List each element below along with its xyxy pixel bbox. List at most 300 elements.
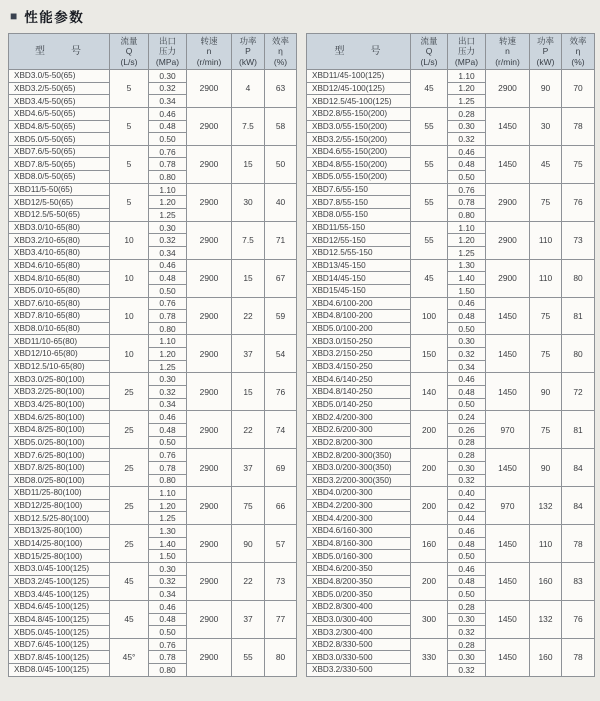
- model-cell: XBD4.8/45-100(125): [9, 613, 110, 626]
- speed-cell: 1450: [486, 335, 530, 373]
- model-cell: XBD14/45-150: [307, 272, 411, 285]
- efficiency-cell: 69: [265, 449, 297, 487]
- table-row: [307, 70, 595, 83]
- pressure-cell: 1.10: [448, 221, 486, 234]
- model-cell: XBD11/55-150: [307, 221, 411, 234]
- model-cell: XBD5.0/100-200: [307, 322, 411, 335]
- efficiency-cell: 70: [562, 70, 595, 108]
- pressure-cell: 0.30: [149, 221, 187, 234]
- flow-cell: 55: [411, 183, 448, 221]
- table-row: [9, 259, 297, 272]
- pressure-cell: 1.25: [448, 95, 486, 108]
- flow-cell: 300: [411, 600, 448, 638]
- header-flow-label: 流量: [120, 36, 138, 47]
- model-cell: XBD12/5-50(65): [9, 196, 110, 209]
- speed-cell: 2900: [187, 107, 232, 145]
- pressure-cell: 0.44: [448, 512, 486, 525]
- model-cell: XBD4.6/55-150(200): [307, 145, 411, 158]
- power-cell: 15: [232, 373, 265, 411]
- pressure-cell: 0.50: [448, 550, 486, 563]
- power-cell: 22: [232, 562, 265, 600]
- pressure-cell: 0.48: [448, 310, 486, 323]
- model-cell: XBD3.0/25-80(100): [9, 373, 110, 386]
- pressure-cell: 0.78: [149, 651, 187, 664]
- speed-cell: 1450: [486, 297, 530, 335]
- power-cell: 15: [232, 145, 265, 183]
- table-header-left: [9, 34, 297, 70]
- table-body-right: [307, 70, 595, 677]
- model-cell: XBD3.2/5-50(65): [9, 82, 110, 95]
- pressure-cell: 0.28: [448, 449, 486, 462]
- page-title: [10, 8, 592, 24]
- efficiency-cell: 76: [562, 600, 595, 638]
- header-power-symbol: P: [542, 46, 549, 57]
- header-pressure-label2: 压力: [457, 46, 475, 57]
- model-cell: XBD3.2/200-300(350): [307, 474, 411, 487]
- efficiency-cell: 84: [562, 449, 595, 487]
- model-cell: XBD7.8/10-65(80): [9, 310, 110, 323]
- table-header-right: [307, 34, 595, 70]
- pressure-cell: 0.50: [149, 284, 187, 297]
- power-cell: 75: [530, 411, 562, 449]
- model-cell: XBD3.2/45-100(125): [9, 575, 110, 588]
- pressure-cell: 0.30: [448, 461, 486, 474]
- power-cell: 90: [530, 449, 562, 487]
- header-flow-label: 流量: [420, 36, 438, 47]
- power-cell: 160: [530, 562, 562, 600]
- flow-cell: 45°: [110, 638, 149, 676]
- pressure-cell: 0.30: [448, 651, 486, 664]
- efficiency-cell: 75: [562, 145, 595, 183]
- pressure-cell: 0.48: [448, 537, 486, 550]
- power-cell: 75: [530, 335, 562, 373]
- efficiency-cell: 80: [265, 638, 297, 676]
- pressure-cell: 1.10: [448, 70, 486, 83]
- model-cell: XBD4.8/160-300: [307, 537, 411, 550]
- header-flow-unit: (L/s): [120, 56, 138, 67]
- model-cell: XBD5.0/10-65(80): [9, 284, 110, 297]
- pressure-cell: 0.46: [448, 297, 486, 310]
- header-pressure-label1: 出口: [457, 36, 475, 47]
- flow-cell: 5: [110, 70, 149, 108]
- model-cell: XBD14/25-80(100): [9, 537, 110, 550]
- flow-cell: 45: [411, 259, 448, 297]
- model-cell: XBD3.4/150-250: [307, 360, 411, 373]
- power-cell: 132: [530, 600, 562, 638]
- pressure-cell: 0.78: [448, 196, 486, 209]
- efficiency-cell: 73: [265, 562, 297, 600]
- pressure-cell: 0.48: [149, 423, 187, 436]
- model-cell: XBD4.4/200-300: [307, 512, 411, 525]
- model-cell: XBD3.2/150-250: [307, 348, 411, 361]
- power-cell: 110: [530, 259, 562, 297]
- model-cell: XBD2.8/300-400: [307, 600, 411, 613]
- flow-cell: 45: [411, 70, 448, 108]
- model-cell: XBD3.4/10-65(80): [9, 246, 110, 259]
- power-cell: 15: [232, 259, 265, 297]
- speed-cell: 1450: [486, 562, 530, 600]
- flow-cell: 330: [411, 638, 448, 676]
- efficiency-cell: 80: [562, 259, 595, 297]
- header-flow: [110, 34, 149, 70]
- flow-cell: 25: [110, 411, 149, 449]
- speed-cell: 970: [486, 411, 530, 449]
- flow-cell: 45: [110, 562, 149, 600]
- model-cell: XBD8.0/45-100(125): [9, 664, 110, 677]
- efficiency-cell: 81: [562, 297, 595, 335]
- pressure-cell: 1.20: [448, 234, 486, 247]
- flow-cell: 55: [411, 107, 448, 145]
- table-row: [9, 638, 297, 651]
- header-efficiency-label: 效率: [271, 36, 289, 47]
- power-cell: 30: [232, 183, 265, 221]
- header-flow: [411, 34, 448, 70]
- section-bullet-icon: ■: [10, 9, 18, 23]
- pressure-cell: 0.76: [149, 297, 187, 310]
- model-cell: XBD12/10-65(80): [9, 348, 110, 361]
- speed-cell: 2900: [187, 259, 232, 297]
- table-row: [307, 297, 595, 310]
- header-speed-symbol: n: [505, 46, 510, 57]
- table-row: [9, 449, 297, 462]
- model-cell: XBD3.0/55-150(200): [307, 120, 411, 133]
- header-model: 型 号: [9, 34, 110, 70]
- flow-cell: 45: [110, 600, 149, 638]
- pressure-cell: 0.50: [149, 133, 187, 146]
- pressure-cell: 0.32: [149, 386, 187, 399]
- efficiency-cell: 84: [562, 487, 595, 525]
- header-model: 型 号: [307, 34, 411, 70]
- pressure-cell: 0.46: [149, 107, 187, 120]
- pressure-cell: 0.30: [448, 335, 486, 348]
- speed-cell: 2900: [486, 70, 530, 108]
- model-cell: XBD2.8/200-300: [307, 436, 411, 449]
- efficiency-cell: 76: [265, 373, 297, 411]
- speed-cell: 1450: [486, 107, 530, 145]
- header-pressure-label2: 压力: [158, 46, 176, 57]
- efficiency-cell: 76: [562, 183, 595, 221]
- header-efficiency-label: 效率: [569, 36, 587, 47]
- pressure-cell: 1.10: [149, 487, 187, 500]
- header-speed-unit: (r/min): [495, 56, 520, 67]
- model-cell: XBD5.0/160-300: [307, 550, 411, 563]
- flow-cell: 25: [110, 525, 149, 563]
- model-cell: XBD8.0/55-150: [307, 209, 411, 222]
- flow-cell: 25: [110, 373, 149, 411]
- model-cell: XBD4.8/200-350: [307, 575, 411, 588]
- pressure-cell: 0.46: [448, 562, 486, 575]
- model-cell: XBD13/25-80(100): [9, 525, 110, 538]
- power-cell: 22: [232, 297, 265, 335]
- table-row: [9, 411, 297, 424]
- pressure-cell: 0.50: [149, 626, 187, 639]
- model-cell: XBD4.8/10-65(80): [9, 272, 110, 285]
- table-row: [307, 259, 595, 272]
- model-cell: XBD3.2/55-150(200): [307, 133, 411, 146]
- pressure-cell: 0.30: [448, 120, 486, 133]
- efficiency-cell: 67: [265, 259, 297, 297]
- model-cell: XBD4.6/200-350: [307, 562, 411, 575]
- speed-cell: 2900: [187, 600, 232, 638]
- model-cell: XBD4.6/45-100(125): [9, 600, 110, 613]
- pressure-cell: 0.32: [448, 626, 486, 639]
- pressure-cell: 0.48: [448, 158, 486, 171]
- model-cell: XBD3.0/5-50(65): [9, 70, 110, 83]
- model-cell: XBD13/45-150: [307, 259, 411, 272]
- model-cell: XBD3.0/45-100(125): [9, 562, 110, 575]
- pressure-cell: 0.30: [448, 613, 486, 626]
- table-row: [9, 562, 297, 575]
- power-cell: 90: [530, 373, 562, 411]
- model-cell: XBD5.0/140-250: [307, 398, 411, 411]
- model-cell: XBD3.0/300-400: [307, 613, 411, 626]
- model-cell: XBD2.8/330-500: [307, 638, 411, 651]
- speed-cell: 1450: [486, 638, 530, 676]
- pressure-cell: 0.28: [448, 638, 486, 651]
- speed-cell: 970: [486, 487, 530, 525]
- table-row: [9, 221, 297, 234]
- header-pressure-unit: (MPa): [454, 56, 479, 67]
- speed-cell: 2900: [187, 145, 232, 183]
- pressure-cell: 0.28: [448, 107, 486, 120]
- pressure-cell: 1.25: [149, 209, 187, 222]
- table-row: [307, 411, 595, 424]
- header-pressure-label1: 出口: [158, 36, 176, 47]
- efficiency-cell: 50: [265, 145, 297, 183]
- pressure-cell: 0.50: [448, 588, 486, 601]
- model-cell: XBD4.8/140-250: [307, 386, 411, 399]
- pressure-cell: 0.34: [149, 398, 187, 411]
- model-cell: XBD12/45-100(125): [307, 82, 411, 95]
- efficiency-cell: 58: [265, 107, 297, 145]
- model-cell: XBD3.4/45-100(125): [9, 588, 110, 601]
- model-cell: XBD4.6/100-200: [307, 297, 411, 310]
- pressure-cell: 0.32: [149, 82, 187, 95]
- power-cell: 160: [530, 638, 562, 676]
- speed-cell: 2900: [187, 70, 232, 108]
- power-cell: 7.5: [232, 107, 265, 145]
- header-pressure-unit: (MPa): [155, 56, 180, 67]
- pressure-cell: 0.80: [149, 171, 187, 184]
- flow-cell: 140: [411, 373, 448, 411]
- pressure-cell: 0.32: [149, 575, 187, 588]
- pressure-cell: 0.46: [448, 525, 486, 538]
- efficiency-cell: 40: [265, 183, 297, 221]
- model-cell: XBD4.8/100-200: [307, 310, 411, 323]
- pressure-cell: 0.34: [149, 95, 187, 108]
- pressure-cell: 0.48: [149, 272, 187, 285]
- model-cell: XBD7.6/5-50(65): [9, 145, 110, 158]
- pressure-cell: 0.30: [149, 70, 187, 83]
- header-efficiency: [562, 34, 595, 70]
- table-row: [307, 221, 595, 234]
- power-cell: 75: [530, 297, 562, 335]
- pressure-cell: 0.48: [149, 120, 187, 133]
- table-row: [307, 638, 595, 651]
- pressure-cell: 1.20: [149, 196, 187, 209]
- speed-cell: 2900: [187, 449, 232, 487]
- flow-cell: 55: [411, 221, 448, 259]
- power-cell: 45: [530, 145, 562, 183]
- header-pressure: [149, 34, 187, 70]
- table-row: [9, 335, 297, 348]
- power-cell: 37: [232, 335, 265, 373]
- speed-cell: 1450: [486, 373, 530, 411]
- power-cell: 7.5: [232, 221, 265, 259]
- table-row: [9, 145, 297, 158]
- model-cell: XBD4.6/160-300: [307, 525, 411, 538]
- efficiency-cell: 78: [562, 107, 595, 145]
- speed-cell: 1450: [486, 525, 530, 563]
- speed-cell: 2900: [187, 183, 232, 221]
- efficiency-cell: 78: [562, 638, 595, 676]
- efficiency-cell: 83: [562, 562, 595, 600]
- model-cell: XBD5.0/45-100(125): [9, 626, 110, 639]
- section-title: 性能参数: [24, 10, 85, 25]
- model-cell: XBD12.5/45-100(125): [307, 95, 411, 108]
- table-row: [9, 373, 297, 386]
- pressure-cell: 1.10: [149, 335, 187, 348]
- pressure-cell: 0.28: [448, 436, 486, 449]
- efficiency-cell: 59: [265, 297, 297, 335]
- pressure-cell: 0.48: [448, 575, 486, 588]
- speed-cell: 2900: [187, 335, 232, 373]
- table-row: [307, 562, 595, 575]
- flow-cell: 10: [110, 221, 149, 259]
- speed-cell: 2900: [486, 183, 530, 221]
- pressure-cell: 0.78: [149, 158, 187, 171]
- speed-cell: 1450: [486, 449, 530, 487]
- efficiency-cell: 72: [562, 373, 595, 411]
- pressure-cell: 0.34: [448, 360, 486, 373]
- efficiency-cell: 77: [265, 600, 297, 638]
- table-row: [307, 600, 595, 613]
- model-cell: XBD8.0/10-65(80): [9, 322, 110, 335]
- efficiency-cell: 63: [265, 70, 297, 108]
- model-cell: XBD15/25-80(100): [9, 550, 110, 563]
- power-cell: 132: [530, 487, 562, 525]
- model-cell: XBD2.8/200-300(350): [307, 449, 411, 462]
- table-row: [307, 107, 595, 120]
- header-speed-label: 转速: [498, 36, 516, 47]
- model-cell: XBD4.6/10-65(80): [9, 259, 110, 272]
- speed-cell: 2900: [486, 259, 530, 297]
- model-cell: XBD4.6/5-50(65): [9, 107, 110, 120]
- flow-cell: 160: [411, 525, 448, 563]
- table-row: [307, 373, 595, 386]
- pressure-cell: 0.50: [448, 322, 486, 335]
- model-cell: XBD4.8/5-50(65): [9, 120, 110, 133]
- model-cell: XBD8.0/5-50(65): [9, 171, 110, 184]
- model-cell: XBD12.5/5-50(65): [9, 209, 110, 222]
- pressure-cell: 0.30: [149, 562, 187, 575]
- model-cell: XBD5.0/55-150(200): [307, 171, 411, 184]
- pressure-cell: 1.40: [149, 537, 187, 550]
- speed-cell: 1450: [486, 600, 530, 638]
- efficiency-cell: 54: [265, 335, 297, 373]
- pressure-cell: 0.34: [149, 246, 187, 259]
- model-cell: XBD12.5/10-65(80): [9, 360, 110, 373]
- pressure-cell: 0.80: [448, 209, 486, 222]
- header-efficiency-unit: (%): [571, 56, 585, 67]
- speed-cell: 2900: [187, 562, 232, 600]
- header-power-label: 功率: [239, 36, 257, 47]
- table-row: [9, 600, 297, 613]
- model-cell: XBD3.2/25-80(100): [9, 386, 110, 399]
- flow-cell: 200: [411, 487, 448, 525]
- header-power-symbol: P: [245, 46, 251, 57]
- pressure-cell: 0.50: [448, 398, 486, 411]
- pressure-cell: 0.48: [448, 386, 486, 399]
- efficiency-cell: 71: [265, 221, 297, 259]
- pressure-cell: 0.76: [149, 145, 187, 158]
- model-cell: XBD7.6/10-65(80): [9, 297, 110, 310]
- pressure-cell: 0.26: [448, 423, 486, 436]
- header-speed-symbol: n: [206, 46, 212, 57]
- model-cell: XBD7.6/45-100(125): [9, 638, 110, 651]
- model-cell: XBD7.8/55-150: [307, 196, 411, 209]
- table-row: [9, 107, 297, 120]
- flow-cell: 150: [411, 335, 448, 373]
- header-efficiency: [265, 34, 297, 70]
- speed-cell: 2900: [187, 638, 232, 676]
- model-cell: XBD11/10-65(80): [9, 335, 110, 348]
- tables-container: [8, 33, 592, 677]
- speed-cell: 2900: [187, 221, 232, 259]
- pressure-cell: 0.32: [149, 234, 187, 247]
- pressure-cell: 1.20: [149, 499, 187, 512]
- model-cell: XBD5.0/5-50(65): [9, 133, 110, 146]
- table-row: [9, 487, 297, 500]
- pressure-cell: 1.30: [149, 525, 187, 538]
- model-cell: XBD7.6/25-80(100): [9, 449, 110, 462]
- power-cell: 90: [232, 525, 265, 563]
- model-cell: XBD3.2/10-65(80): [9, 234, 110, 247]
- model-cell: XBD3.4/5-50(65): [9, 95, 110, 108]
- flow-cell: 100: [411, 297, 448, 335]
- speed-cell: 1450: [486, 145, 530, 183]
- pressure-cell: 0.32: [448, 474, 486, 487]
- model-cell: XBD4.6/140-250: [307, 373, 411, 386]
- model-cell: XBD3.0/200-300(350): [307, 461, 411, 474]
- efficiency-cell: 78: [562, 525, 595, 563]
- power-cell: 110: [530, 221, 562, 259]
- speed-cell: 2900: [187, 411, 232, 449]
- pressure-cell: 0.80: [149, 322, 187, 335]
- pressure-cell: 0.28: [448, 600, 486, 613]
- table-row: [9, 525, 297, 538]
- pressure-cell: 1.40: [448, 272, 486, 285]
- pressure-cell: 0.80: [149, 474, 187, 487]
- flow-cell: 25: [110, 487, 149, 525]
- table-row: [307, 335, 595, 348]
- efficiency-cell: 57: [265, 525, 297, 563]
- model-cell: XBD5.0/200-350: [307, 588, 411, 601]
- model-cell: XBD4.2/200-300: [307, 499, 411, 512]
- pressure-cell: 0.46: [448, 145, 486, 158]
- pressure-cell: 1.50: [149, 550, 187, 563]
- pressure-cell: 0.24: [448, 411, 486, 424]
- table-row: [9, 70, 297, 83]
- model-cell: XBD4.8/55-150(200): [307, 158, 411, 171]
- pressure-cell: 1.25: [149, 360, 187, 373]
- flow-cell: 200: [411, 449, 448, 487]
- pressure-cell: 0.42: [448, 499, 486, 512]
- power-cell: 37: [232, 600, 265, 638]
- pressure-cell: 1.30: [448, 259, 486, 272]
- performance-table-right: [306, 33, 595, 677]
- model-cell: XBD4.6/25-80(100): [9, 411, 110, 424]
